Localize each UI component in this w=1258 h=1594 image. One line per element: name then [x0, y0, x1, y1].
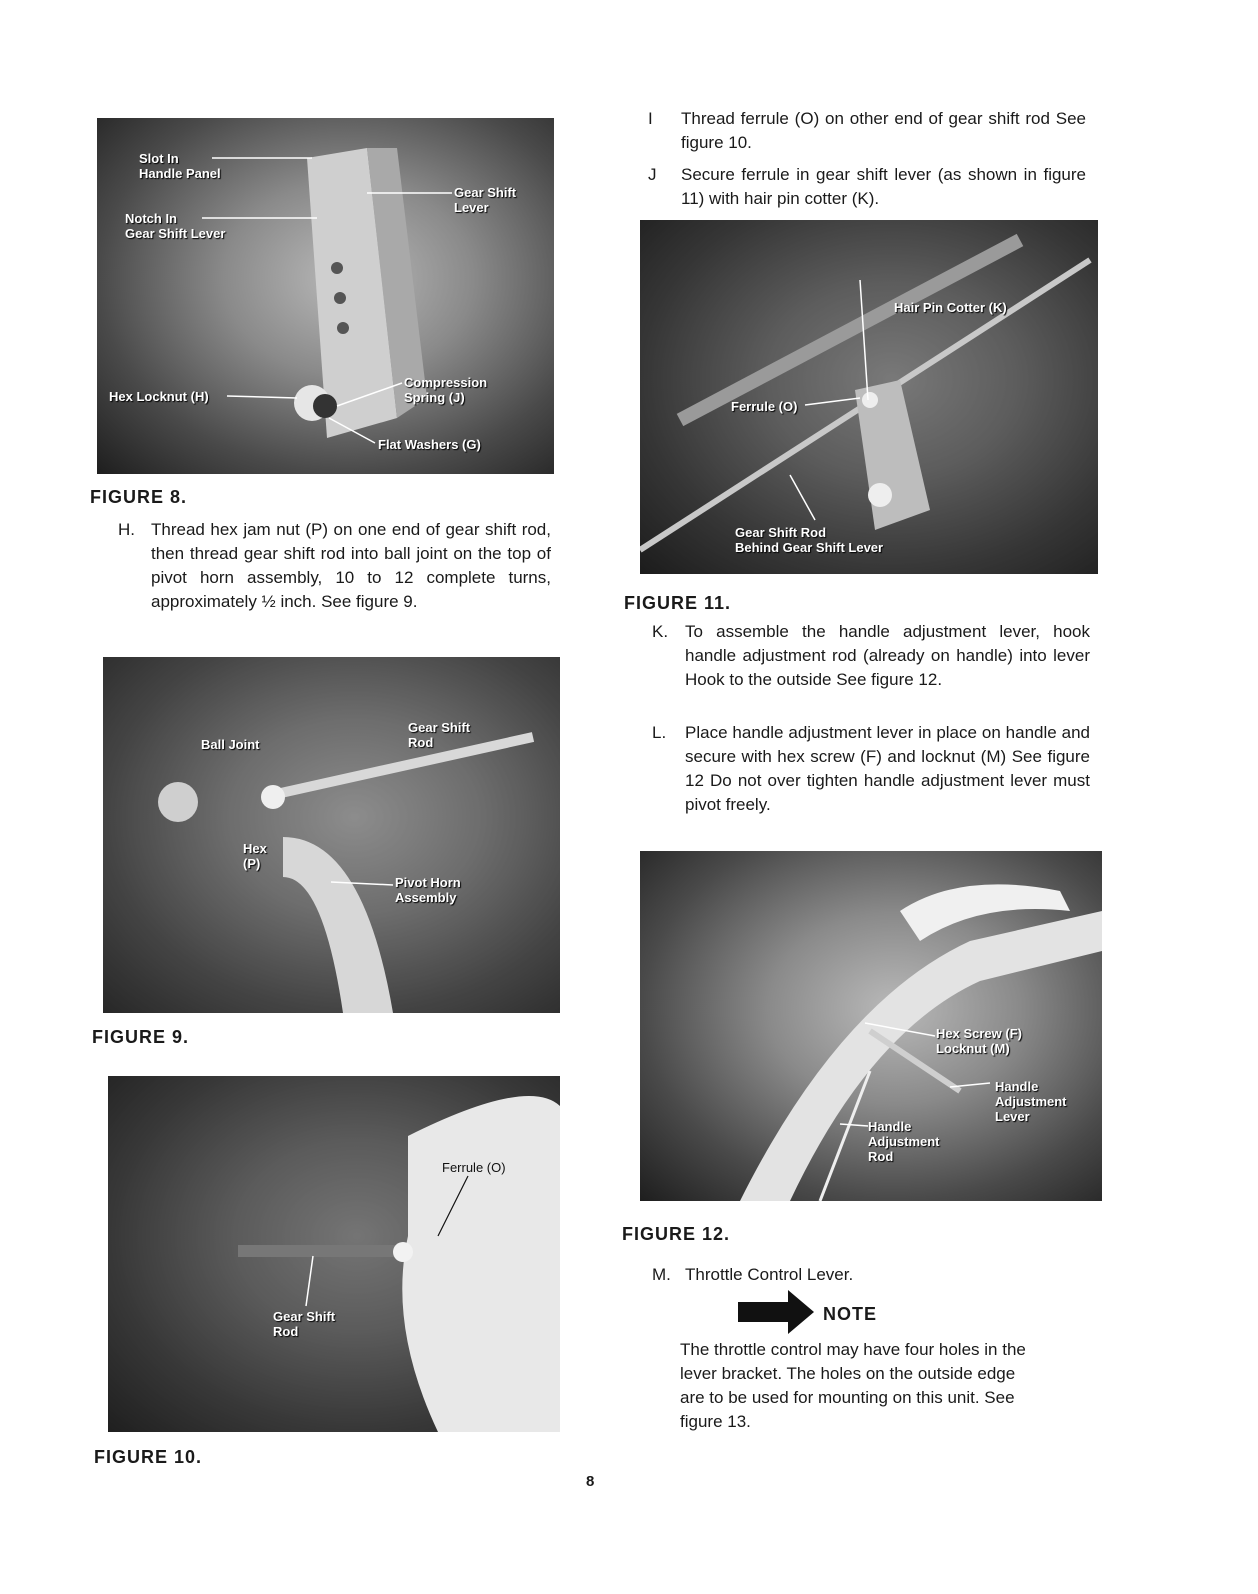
step-h-text: Thread hex jam nut (P) on one end of gear shift rod, then thread gear shift rod into ball joint on the top of pivot horn assembly, 10 to 12 complete turns, approximately ½ inch. See figure 9. [151, 520, 551, 611]
step-j-text: Secure ferrule in gear shift lever (as shown in figure 11) with hair pin cotter (K). [681, 165, 1086, 208]
figure-9-photo [103, 657, 560, 1013]
figure-11-caption: FIGURE 11. [624, 593, 732, 613]
step-k-text: To assemble the handle adjustment lever, hook handle adjustment rod (already on handle) into lever Hook to the outside See figure 12. [685, 622, 1090, 689]
label-slot-in-handle-panel: Slot In Handle Panel [139, 151, 221, 181]
step-j-letter: J [648, 165, 657, 184]
label-pivot-horn-assembly: Pivot Horn Assembly [395, 875, 461, 905]
step-l [652, 721, 1092, 843]
label-hair-pin-cotter: Hair Pin Cotter (K) [894, 300, 1007, 315]
step-j [648, 163, 1088, 213]
figure-10-caption: FIGURE 10. [94, 1447, 203, 1467]
step-m-text: Throttle Control Lever. [685, 1265, 854, 1284]
figure-12-caption: FIGURE 12. [622, 1224, 731, 1244]
label-gear-shift-lever: Gear Shift Lever [454, 185, 517, 215]
figure-9-illustration [103, 657, 560, 1013]
step-k-letter: K. [652, 622, 669, 641]
figure-8-photo [97, 118, 554, 474]
step-k [652, 620, 1092, 718]
note-word: NOTE [823, 1304, 878, 1324]
label-ferrule: Ferrule (O) [442, 1160, 506, 1175]
label-handle-adjustment-rod: Handle Adjustment Rod [868, 1119, 940, 1164]
label-hex-jam-nut: Hex (P) [243, 841, 267, 871]
step-l-letter: L. [652, 723, 667, 742]
step-m [652, 1263, 1092, 1289]
label-notch-in-gear-shift-lever: Notch In Gear Shift Lever [125, 211, 226, 241]
label-gear-shift-rod: Gear Shift Rod [273, 1309, 336, 1339]
label-hex-screw-locknut: Hex Screw (F) Locknut (M) [936, 1026, 1022, 1056]
label-flat-washers: Flat Washers (G) [378, 437, 481, 452]
label-ferrule: Ferrule (O) [731, 399, 798, 414]
figure-11-illustration [640, 220, 1098, 574]
label-gear-shift-rod: Gear Shift Rod [408, 720, 471, 750]
label-gear-shift-rod-behind-lever: Gear Shift Rod Behind Gear Shift Lever [735, 525, 884, 555]
step-i [648, 107, 1088, 157]
label-compression-spring: Compression Spring (J) [404, 375, 488, 405]
step-i-letter: I [648, 109, 653, 128]
step-h [118, 518, 558, 638]
step-i-text: Thread ferrule (O) on other end of gear shift rod See figure 10. [681, 109, 1086, 152]
figure-10-illustration [108, 1076, 560, 1432]
label-ball-joint: Ball Joint [201, 737, 260, 752]
figure-12-photo [640, 851, 1102, 1201]
step-l-text: Place handle adjustment lever in place on handle and secure with hex screw (F) and locknut (M) See figure 12 Do not over tighten handle adjustment lever must pivot freely. [685, 723, 1090, 814]
note-body: The throttle control may have four holes in the lever bracket. The holes on the outside edge are to be used for mounting on this unit. See figure 13. [680, 1340, 1026, 1431]
figure-9-caption: FIGURE 9. [92, 1027, 190, 1047]
label-handle-adjustment-lever: Handle Adjustment Lever [995, 1079, 1067, 1124]
page-number: 8 [586, 1473, 595, 1490]
step-m-letter: M. [652, 1265, 671, 1284]
label-hex-locknut: Hex Locknut (H) [109, 389, 209, 404]
figure-8-caption: FIGURE 8. [90, 487, 188, 507]
note-heading [738, 1290, 938, 1334]
step-h-letter: H. [118, 520, 135, 539]
figure-10-photo [108, 1076, 560, 1432]
right-arrow-icon [738, 1290, 818, 1334]
figure-11-photo [640, 220, 1098, 574]
